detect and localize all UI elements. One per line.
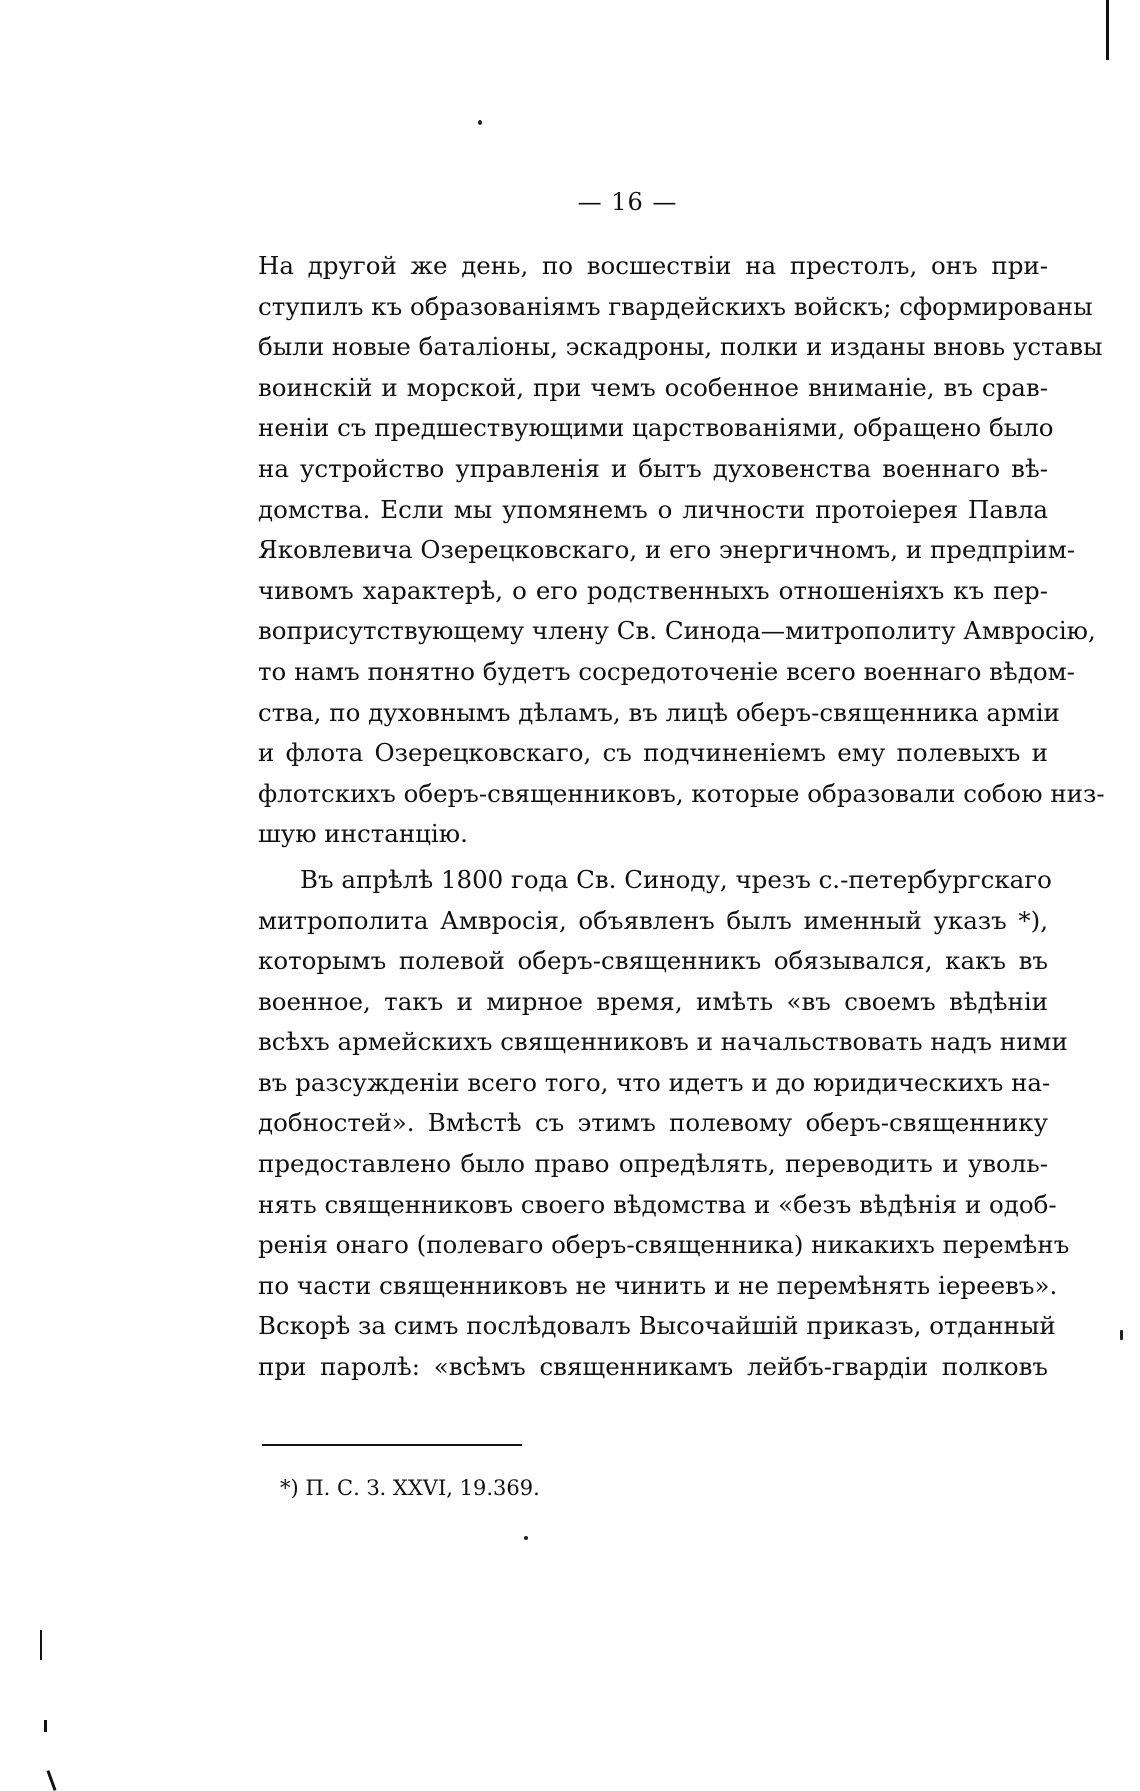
text-line: добностей». Вмѣстѣ съ этимъ полевому оберъ-священнику: [258, 1108, 1048, 1138]
text-line: неніи съ предшествующими царствованіями, обращено было: [258, 413, 1054, 443]
text-line: всѣхъ армейскихъ священниковъ и начальствовать надъ ними: [258, 1027, 1068, 1057]
scan-speck: [478, 120, 482, 125]
text-line: военное, такъ и мирное время, имѣть «въ своемъ вѣдѣніи: [258, 986, 1048, 1016]
page-number: — 16 —: [577, 188, 678, 216]
paragraph-1: [258, 246, 1105, 855]
text-line: по части священниковъ не чинить и не перемѣнять іереевъ».: [258, 1270, 1058, 1300]
scan-speck: [524, 1536, 528, 1540]
scan-speck: [1120, 1330, 1123, 1340]
text-line: то намъ понятно будетъ сосредоточеніе всего военнаго вѣдом-: [258, 656, 1075, 686]
text-line: митрополита Амвросія, объявленъ былъ именный указъ *),: [258, 905, 1048, 935]
text-line: нять священниковъ своего вѣдомства и «безъ вѣдѣнія и одоб-: [258, 1189, 1057, 1219]
text-line: и флота Озерецковскаго, съ подчиненіемъ ему полевыхъ и: [258, 738, 1048, 768]
footnote-divider: [262, 1444, 522, 1446]
text-line: чивомъ характерѣ, о его родственныхъ отношеніяхъ къ пер-: [258, 575, 1048, 605]
text-line: которымъ полевой оберъ-священникъ обязывался, какъ въ: [258, 946, 1048, 976]
text-line: Въ апрѣлѣ 1800 года Св. Синоду, чрезъ с.-петербургскаго: [300, 864, 1052, 894]
scan-edge-mark: [46, 1770, 56, 1791]
text-line: были новые баталіоны, эскадроны, полки и изданы вновь уставы: [258, 332, 1103, 362]
text-line: воинскій и морской, при чемъ особенное вниманіе, въ срав-: [258, 372, 1048, 402]
text-line: Вскорѣ за симъ послѣдовалъ Высочайшій приказъ, отданный: [258, 1311, 1056, 1341]
footnote: *) П. С. З. XXVI, 19.369.: [280, 1476, 540, 1500]
text-line: предоставлено было право опредѣлять, переводить и уволь-: [258, 1149, 1048, 1179]
text-line: воприсутствующему члену Св. Синода—митрополиту Амвросію,: [258, 616, 1096, 646]
text-line: домства. Если мы упомянемъ о личности протоіерея Павла: [258, 494, 1048, 524]
body-text: [258, 246, 1105, 1388]
text-line: на устройство управленія и бытъ духовенства военнаго вѣ-: [258, 453, 1048, 483]
scan-edge-mark: [1106, 0, 1109, 60]
text-line: На другой же день, по восшествіи на престолъ, онъ при-: [258, 251, 1048, 280]
text-line: шую инстанцію.: [258, 819, 468, 849]
text-line: Яковлевича Озерецковскаго, и его энергичномъ, и предпріим-: [258, 535, 1076, 565]
text-line: флотскихъ оберъ-священниковъ, которые образовали собою низ-: [258, 778, 1105, 808]
text-line: ренія онаго (полеваго оберъ-священника) никакихъ перемѣнъ: [258, 1230, 1070, 1260]
scan-edge-mark: [40, 1630, 42, 1660]
text-line: ступилъ къ образованіямъ гвардейскихъ войскъ; сформированы: [258, 291, 1093, 321]
paragraph-2: [258, 860, 1070, 1388]
text-line: въ разсужденіи всего того, что идетъ и до юридическихъ на-: [258, 1067, 1051, 1097]
text-line: ства, по духовнымъ дѣламъ, въ лицѣ оберъ-священника арміи: [258, 697, 1060, 727]
text-line: при паролѣ: «всѣмъ священникамъ лейбъ-гвардіи полковъ: [258, 1352, 1048, 1382]
scan-edge-mark: [44, 1720, 47, 1732]
